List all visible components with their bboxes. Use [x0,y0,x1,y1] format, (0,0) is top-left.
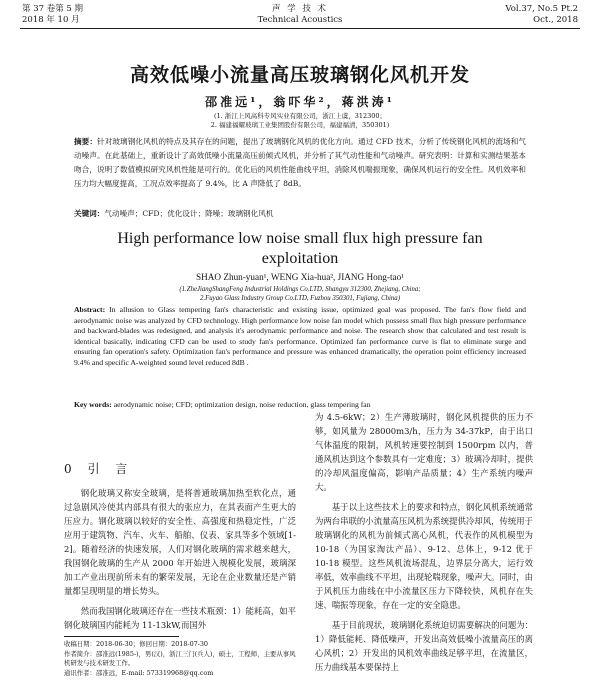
english-abstract-label: Abstract: [74,305,106,314]
body-paragraph: 钢化玻璃又称安全玻璃，是将普通玻璃加热至软化点，通过急剧风冷使其内部具有很大的张应力，在其表面产生更大的压应力。钢化玻璃以较好的安全性、高强度和热稳定性，广泛应用于建筑物、汽车、火车、船舶、仪表、家具等多个领域[1-2]。随着经济的快速发展，人们对钢化玻璃的需求越来越大，我国钢化玻璃的生产从 2000 年开始进入规模化发展，玻璃深加工产业出现前所未有的繁荣发展，无论在企业数量还是产销量都呈现明显的增长势头。 [64,488,296,596]
footnote-received: 收稿日期：2018-06-30；修回日期：2018-07-30 [64,640,208,648]
footnote-author-bio: 作者简介：邵准远(1985-)，男(汉)，浙江三门(兵人)，硕士，工程师，主要从事风机研发与技术研发工作。 [64,649,296,667]
body-paragraph: 为 4.5-6kW；2）生产薄玻璃时，钢化风机提供的压力不够，如风量为 28000m3/h，压力为 34-37kP，由于出口气体温度的限制，风机转速要控制到 1500rpm 以内，普通风机达到这个参数具有一定难度；3）玻璃冷却时，提供的冷却风温度偏高，影响产品质量；4）生产系统内噪声大。 [315,412,533,492]
body-right-column [315,410,533,680]
chinese-abstract-text: 针对玻璃钢化风机的特点及其存在的问题，提出了玻璃钢化风机的优化方向。通过 CFD 技术，分析了传统钢化风机的流场和气动噪声。在此基础上，重新设计了高效低噪小流量高压前倾式风机，并分析了其气动性能和气动噪声。研究表明：计算和实测结果基本吻合，说明了数值模拟研究风机性能是可行的。优化后的风机性能曲线平坦，消除风机喘振现象，确保风机运行的安全性。风机效率和压力均大幅度提高，工况点效率提高了 9.4%，比 A 声降低了 8dB。 [74,137,526,188]
chinese-title: 高效低噪小流量高压玻璃钢化风机开发 [129,64,470,86]
english-title-line-1: High performance low noise small flux high pressure fan [117,230,483,247]
section-heading-introduction: 0 引 言 [64,462,134,476]
body-paragraph: 基于以上这些技术上的要求和特点，钢化风机系统通常为两台串联的小流量高压风机为系统提供冷却风，传统用于玻璃钢化的风机为前倾式离心风机，代表作的风机模型为 10-18（为国家淘汰产品）、9-12、总体上，9-12 优于 10-18 模型。这些风机流场混乱，边界层分离大，运行效率低，效率曲线不平坦，出现轮喘现象，噪声大。同时，由于风机压力曲线在中小流量区压力下降较快，风机存在失速、喘振等现象，存在一定的安全隐患。 [315,502,533,610]
date-en: Oct., 2018 [533,15,578,25]
english-authors: SHAO Zhun-yuan¹, WENG Xia-hua², JIANG Hong-tao¹ [196,272,404,282]
english-title-line-2: exploitation [261,250,339,267]
footnote-rule [64,636,179,637]
chinese-affiliation-2: 2. 福建福耀玻璃工业集团股份有限公司，福建福清，350301) [210,121,390,129]
chinese-keywords [74,208,526,220]
chinese-keywords-text: 气动噪声；CFD；优化设计；降噪；玻璃钢化风机 [104,209,274,218]
journal-name-cn: 声 学 技 术 [271,4,329,14]
english-affiliation-1: (1.ZheJiangShangFeng Industrial Holdings Co.LTD, Shangyu 312300, Zhejiang, China; [179,286,421,293]
english-abstract-text: In allusion to Glass tempering fan's characteristic and existing issue, optimized goal was proposed. The fan's flow field and aerodynamic noise was analyzed by CFD technology. High performance low noise fan model which possess small flux high pressure performance and backward-blades was redesigned, and analysis it's aerodynamic performance and noise. The research show that calculated and test result is identical basically, indicating CFD can be used to study fan's performance. Optimized fan performance curve is flat to eliminate surge and ensuring fan operation's safety. Optimization fan's performance and pressure was enhanced dramatically, the operation point efficiency increased 9.4% and specific A-weighted sound level reduced 8dB . [74,305,527,367]
chinese-authors: 邵准远¹，翁吓华²，蒋洪涛¹ [205,95,395,109]
body-paragraph: 基于目前现状，玻璃钢化系统迫切需要解决的问题为：1）降低能耗、降低噪声，开发出高效低噪小流量高压的离心风机；2）开发出的风机效率曲线足够平坦，在流量区，压力曲线基本要保持上 [315,620,533,672]
body-paragraph: 然而我国钢化玻璃还存在一些技术瓶颈：1）能耗高，如平钢化玻璃国内能耗为 11-13kW,而国外 [64,606,296,630]
english-abstract [74,305,526,368]
volume-issue-cn: 第 37 卷第 5 期 [22,4,84,14]
footnote-contact: 通讯作者：邵准远，E-mail: 573319968@qq.com [64,668,214,677]
running-header-right [505,4,578,26]
english-keywords-label: Key words: [74,400,112,409]
english-keywords [74,400,526,409]
chinese-abstract-label: 摘要： [74,137,98,146]
english-keywords-text: aerodynamic noise; CFD; optimization design, noise reduction, glass tempering fan [113,400,371,409]
english-affiliation-2: 2.Fuyao Glass Industry Group Co.LTD, Fuzhou 350301, Fujiang, China) [200,295,400,302]
chinese-keywords-label: 关键词： [74,209,105,218]
english-title [0,229,600,269]
volume-issue-en: Vol.37, No.5 Pt.2 [505,4,578,14]
body-left-column [64,486,296,638]
header-rule [20,28,580,29]
chinese-abstract [74,135,526,191]
date-cn: 2018 年 10 月 [22,15,80,25]
chinese-affiliation-1: (1. 浙江上风高科专风实业有限公司，浙江上虞，312300； [213,112,387,120]
footnote [64,640,296,678]
journal-name-en: Technical Acoustics [257,15,343,25]
